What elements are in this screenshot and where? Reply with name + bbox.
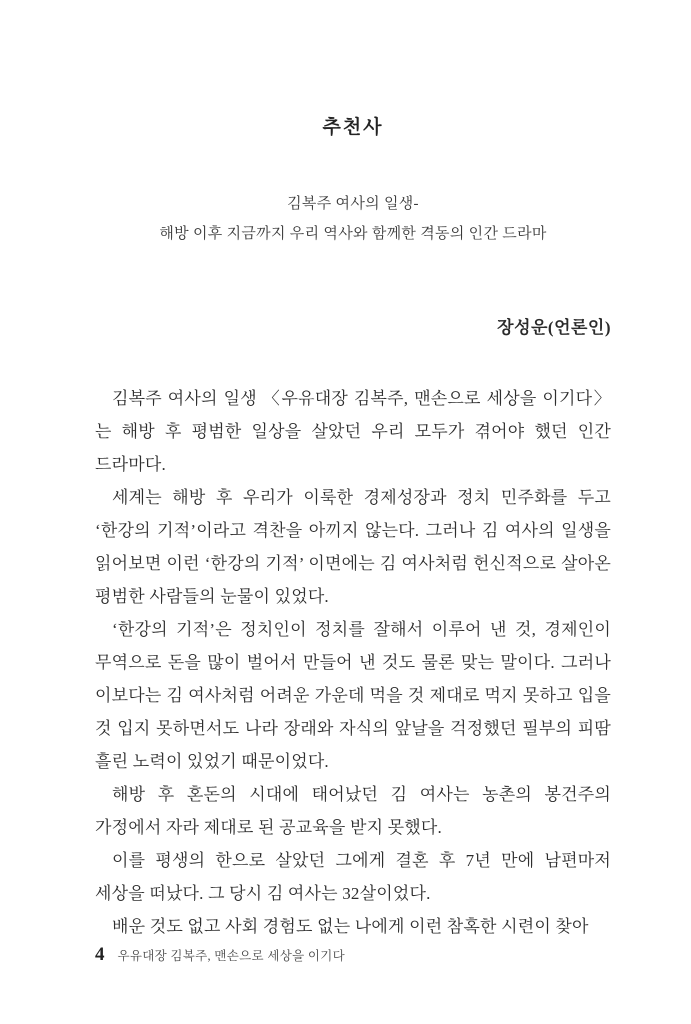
paragraph: 해방 후 혼돈의 시대에 태어났던 김 여사는 농촌의 봉건주의 가정에서 자라 제대로 된 공교육을 받지 못했다.: [95, 785, 611, 837]
body-text: [95, 382, 611, 943]
subtitle-line-2: 해방 이후 지금까지 우리 역사와 함께한 격동의 인간 드라마: [159, 226, 547, 242]
paragraph: ‘한강의 기적’은 정치인이 정치를 잘해서 이루어 낸 것, 경제인이 무역으로 돈을 많이 벌어서 만들어 낸 것도 물론 맞는 말이다. 그러나 이보다는 김 여사처럼 어려운 가운데 먹을 것 제대로 먹지 못하고 입을 것 입지 못하면서도 나라 장래와 자식의 앞날을 걱정했던 필부의 피땀 흘린 노력이 있었기 때문이었다.: [95, 620, 611, 771]
page-number: 4: [95, 944, 105, 965]
paragraph: 김복주 여사의 일생 〈우유대장 김복주, 맨손으로 세상을 이기다〉는 해방 후 평범한 일상을 살았던 우리 모두가 겪어야 했던 인간 드라마다.: [95, 389, 611, 474]
running-title: 우유대장 김복주, 맨손으로 세상을 이기다: [117, 949, 346, 963]
page-footer: [95, 944, 345, 966]
subtitle-line-1: 김복주 여사의 일생-: [287, 196, 419, 212]
page-content: [95, 0, 611, 943]
paragraph: 세계는 해방 후 우리가 이룩한 경제성장과 정치 민주화를 두고 ‘한강의 기적’이라고 격찬을 아끼지 않는다. 그러나 김 여사의 일생을 읽어보면 이런 ‘한강의 기적’ 이면에는 김 여사처럼 헌신적으로 살아온 평범한 사람들의 눈물이 있었다.: [95, 488, 611, 606]
subtitle-block: [95, 189, 611, 249]
page-title: 추천사: [322, 117, 384, 138]
paragraph: 이를 평생의 한으로 살았던 그에게 결혼 후 7년 만에 남편마저 세상을 떠났다. 그 당시 김 여사는 32살이었다.: [95, 851, 611, 903]
author-credit: 장성운(언론인): [497, 318, 611, 337]
paragraph: 배운 것도 없고 사회 경험도 없는 나에게 이런 참혹한 시련이 찾아: [112, 917, 589, 936]
